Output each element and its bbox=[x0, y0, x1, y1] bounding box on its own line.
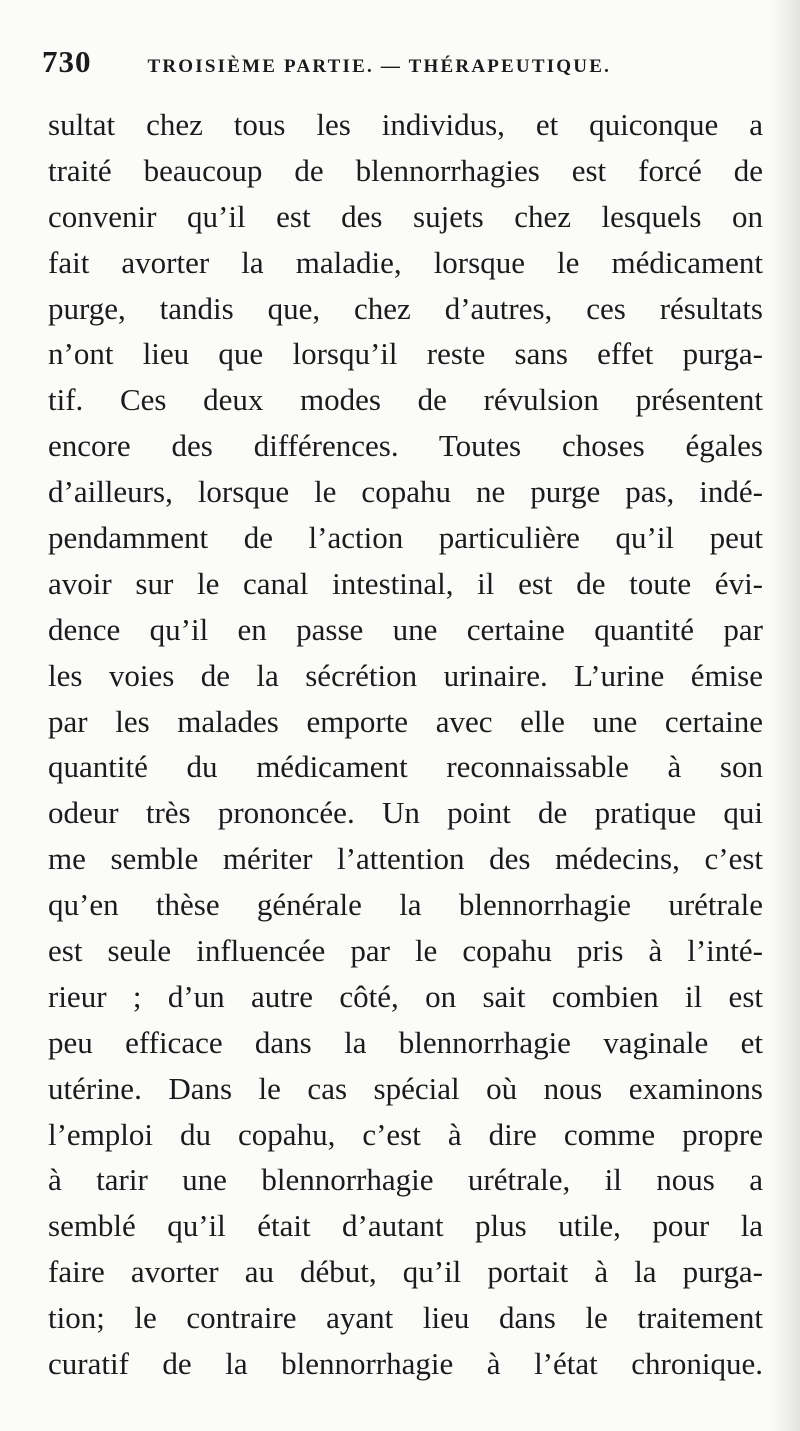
text-line: dence qu’il en passe une certaine quantité par bbox=[48, 611, 763, 647]
text-line: quantité du médicament reconnaissable à son bbox=[48, 749, 763, 785]
text-line: semblé qu’il était d’autant plus utile, pour la bbox=[48, 1208, 763, 1244]
text-line: peu efficace dans la blennorrhagie vaginale et bbox=[48, 1024, 763, 1060]
text-line: à tarir une blennorrhagie urétrale, il nous a bbox=[48, 1162, 763, 1198]
text-line: sultat chez tous les individus, et quiconque a bbox=[48, 107, 763, 142]
text-line: d’ailleurs, lorsque le copahu ne purge pas, indé- bbox=[48, 474, 763, 510]
text-line: avoir sur le canal intestinal, il est de toute évi- bbox=[48, 565, 763, 601]
text-line: l’emploi du copahu, c’est à dire comme propre bbox=[48, 1116, 763, 1152]
text-line: encore des différences. Toutes choses égales bbox=[48, 428, 763, 464]
running-head bbox=[42, 44, 762, 84]
text-line: fait avorter la maladie, lorsque le médicament bbox=[48, 244, 763, 280]
text-line: purge, tandis que, chez d’autres, ces résultats bbox=[48, 290, 763, 326]
text-line: utérine. Dans le cas spécial où nous examinons bbox=[48, 1070, 763, 1106]
body-text bbox=[48, 102, 763, 1387]
page-edge-shadow bbox=[770, 0, 800, 1431]
text-line: est seule influencée par le copahu pris à l’inté- bbox=[48, 933, 763, 969]
running-title: TROISIÈME PARTIE. — THÉRAPEUTIQUE. bbox=[147, 56, 612, 77]
text-line: tion; le contraire ayant lieu dans le traitement bbox=[48, 1300, 763, 1336]
text-line: rieur ; d’un autre côté, on sait combien il est bbox=[48, 978, 763, 1014]
text-line: faire avorter au début, qu’il portait à la purga- bbox=[48, 1254, 763, 1290]
text-line: odeur très prononcée. Un point de pratique qui bbox=[48, 795, 763, 831]
text-line: pendamment de l’action particulière qu’il peut bbox=[48, 520, 763, 556]
text-line: les voies de la sécrétion urinaire. L’urine émise bbox=[48, 657, 763, 693]
text-line: me semble mériter l’attention des médecins, c’est bbox=[48, 841, 763, 877]
text-line: curatif de la blennorrhagie à l’état chronique. bbox=[48, 1346, 763, 1382]
text-line: qu’en thèse générale la blennorrhagie urétrale bbox=[48, 887, 763, 923]
text-line: par les malades emporte avec elle une certaine bbox=[48, 703, 763, 739]
page-number: 730 bbox=[42, 44, 92, 79]
text-line: tif. Ces deux modes de révulsion présentent bbox=[48, 382, 763, 418]
text-line: traité beaucoup de blennorrhagies est forcé de bbox=[48, 152, 763, 188]
text-line: n’ont lieu que lorsqu’il reste sans effet purga- bbox=[48, 336, 763, 372]
text-line: convenir qu’il est des sujets chez lesquels on bbox=[48, 198, 763, 234]
